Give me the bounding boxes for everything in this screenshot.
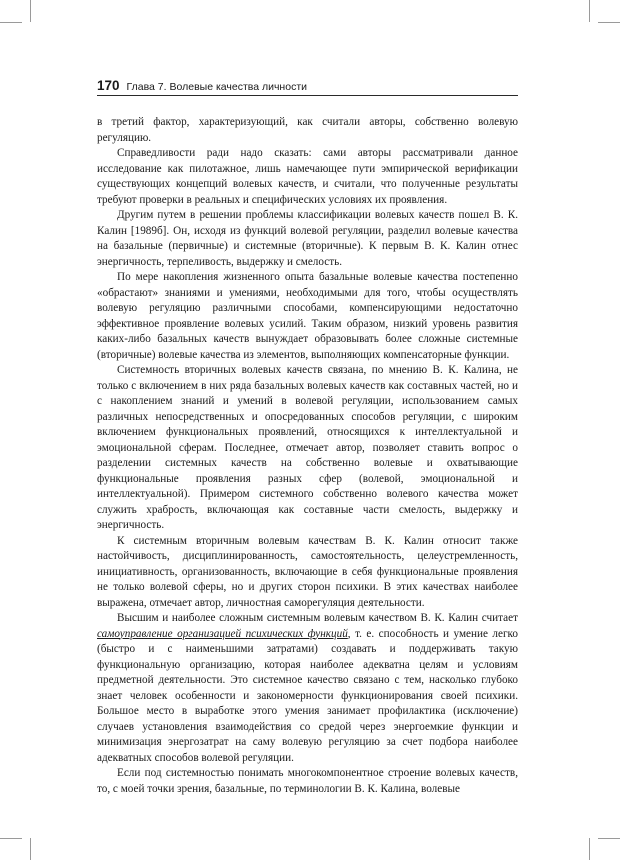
crop-mark xyxy=(0,22,22,23)
running-header xyxy=(97,78,517,93)
crop-mark xyxy=(30,0,31,22)
crop-mark xyxy=(598,22,620,23)
paragraph: К системным вторичным волевым качествам В. К. Калин относит также настойчивость, дисциплинированность, самостоятельность, целеустремленность, инициативность, организованность, включающие в себя функциональные проявления не только волевой сферы, но и других сторон психики. В этих качествах наиболее выражена, отмечает автор, личностная саморегуляция деятельности. xyxy=(97,534,518,609)
crop-mark xyxy=(589,0,590,22)
paragraph: в третий фактор, характеризующий, как считали авторы, собственно волевую регуляцию. xyxy=(97,116,518,144)
crop-mark xyxy=(598,838,620,839)
crop-mark xyxy=(0,838,22,839)
paragraph-text: , т. е. способность и умение легко (быстро и с наименьшими затратами) создавать и поддерживать такую функциональную организацию, которая наиболее адекватна целям и условиям предметной деятельности. Это системное качество связано с тем, насколько глубоко знает человек особенности и закономерности функционирования своей психики. Большое место в выработке этого умения занимает профилактика (исключение) случаев установления взаимодействия со средой через энергоемкие функции и минимизация энергозатрат на саму волевую регуляцию за счет подбора наиболее адекватных способов волевой регуляции. xyxy=(97,627,519,764)
page-number: 170 xyxy=(97,78,120,93)
emphasized-term: самоуправление организацией психических функций xyxy=(97,627,348,640)
paragraph: Другим путем в решении проблемы классификации волевых качеств пошел В. К. Калин [1989б]. Он, исходя из функций волевой регуляции, разделил волевые качества на базальные (первичные) и системные (вторичные). К первым В. К. Калин отнес энергичность, терпеливость, выдержку и смелость. xyxy=(97,209,518,268)
paragraph xyxy=(97,611,518,766)
paragraph: Справедливости ради надо сказать: сами авторы рассматривали данное исследование как пилотажное, лишь намечающее пути эмпирической верификации существующих концепций волевых качеств, и считали, что полученные результаты требуют проверки в реальных и специфических условиях их проявления. xyxy=(97,147,518,206)
crop-mark xyxy=(30,838,31,860)
body-text xyxy=(97,115,518,797)
paragraph: По мере накопления жизненного опыта базальные волевые качества постепенно «обрастают» знаниями и умениями, необходимыми для того, чтобы осуществлять волевую регуляцию различными способами, компенсирующими недостаточно эффективное проявление волевых усилий. Таким образом, низкий уровень развития каких-либо базальных качеств вынуждает образовывать более сложные системные (вторичные) волевые качества из элементов, выполняющих компенсаторные функции. xyxy=(97,271,518,361)
paragraph: Если под системностью понимать многокомпонентное строение волевых качеств, то, с моей точки зрения, базальные, по терминологии В. К. Калина, волевые xyxy=(97,767,518,795)
header-rule xyxy=(97,95,518,96)
paragraph-text: Высшим и наиболее сложным системным волевым качеством В. К. Калин считает xyxy=(117,612,518,624)
chapter-title: Глава 7. Волевые качества личности xyxy=(126,81,307,93)
crop-mark xyxy=(589,838,590,860)
paragraph: Системность вторичных волевых качеств связана, по мнению В. К. Калина, не только с включением в них ряда базальных волевых качеств как составных частей, но и с накоплением знаний и умений в волевой регуляции, использованием самых различных непосредственных и опосредованных способов регуляции, с широким включением функциональных проявлений, относящихся к интеллектуальной и эмоциональной сферам. Последнее, отмечает автор, позволяет ставить вопрос о разделении системных качеств на собственно волевые и охватывающие функциональные проявления разных сфер (волевой, эмоциональной и интеллектуальной). Примером системного собственно волевого качества может служить храбрость, включающая как составные части смелость, выдержку и энергичность. xyxy=(97,364,518,531)
